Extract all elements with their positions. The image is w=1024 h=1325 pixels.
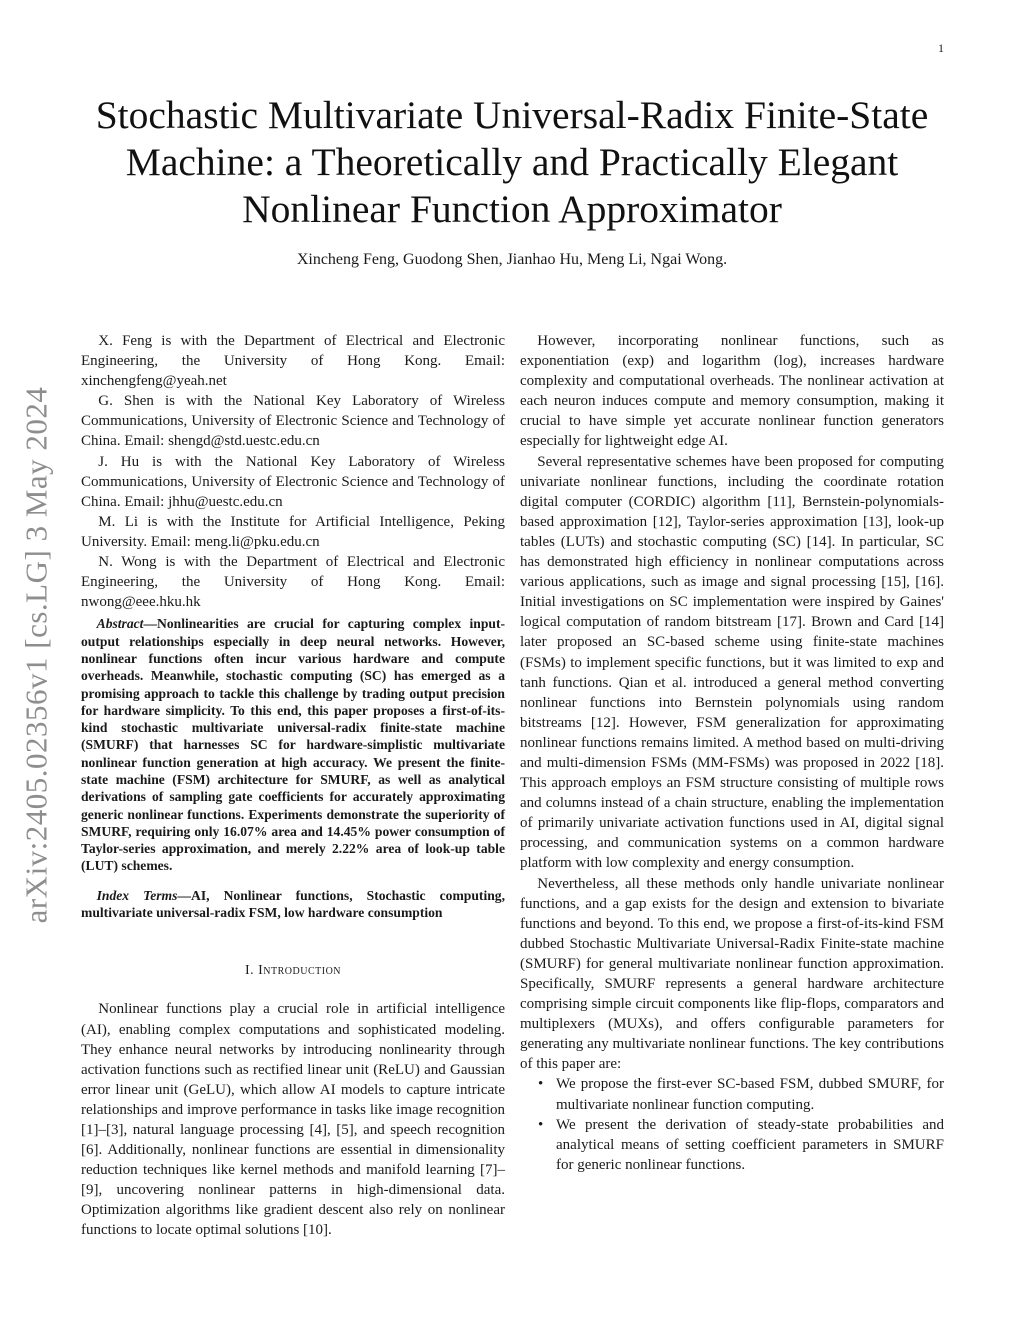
arxiv-identifier[interactable]: arXiv:2405.02356v1 [cs.LG] 3 May 2024	[18, 386, 54, 924]
affiliation-item: M. Li is with the Institute for Artificial Intelligence, Peking University. Email: meng.li@pku.edu.cn	[81, 513, 505, 550]
index-terms-label: Index Terms	[96, 887, 178, 903]
author-list: Xincheng Feng, Guodong Shen, Jianhao Hu, Meng Li, Ngai Wong.	[296, 251, 728, 268]
affiliation-item: N. Wong is with the Department of Electrical and Electronic Engineering, the University of Hong Kong. Email: nwong@eee.hku.hk	[81, 554, 505, 611]
abstract-label: Abstract	[96, 616, 144, 632]
body-paragraph: However, incorporating nonlinear functions, such as exponentiation (exp) and logarithm (log), increases hardware complexity and computational overheads. The nonlinear activation at each neuron induces compute and memory consumption, making it crucial to have simple yet accurate nonlinear function generators especially for lightweight edge AI.	[520, 333, 944, 450]
body-paragraph: Several representative schemes have been proposed for computing univariate nonlinear functions, including the coordinate rotation digital computer (CORDIC) algorithm [11], Bernstein-polynomials-based approximation [12], Taylor-series approximation [13], look-up tables (LUTs) and stochastic computing (SC) [14]. In particular, SC has demonstrated high efficiency in nonlinear computations across various applications, such as image and signal processing [15], [16]. Initial investigations on SC implementation were inspired by Gaines' logical computation of random bitstream [17]. Brown and Card [14] later proposed an SC-based scheme using finite-state machines (FSMs) to implement specific functions, but it was limited to exp and tanh functions. Qian et al. introduced a general method converting nonlinear functions into Bernstein polynomials using random bitstreams [12]. However, FSM generalization for approximating nonlinear functions remains limited. A method based on multi-driving and multi-dimension FSMs (MM-FSMs) was proposed in 2022 [18]. This approach employs an FSM structure consisting of multiple rows and columns instead of a chain structure, enabling the implementation of primarily univariate activation functions used in AI, digital signal processing, and communication systems on a common hardware platform with low complexity and energy consumption.	[520, 453, 944, 872]
contribution-item: • We propose the first-ever SC-based FSM, dubbed SMURF, for multivariate nonlinear function computing.	[556, 1074, 944, 1114]
contribution-item: • We present the derivation of steady-state probabilities and analytical means of setting coefficient parameters in SMURF for generic nonlinear functions.	[556, 1115, 944, 1175]
index-terms-text: —AI, Nonlinear functions, Stochastic computing, multivariate universal-radix FSM, low hardware consumption	[81, 887, 505, 921]
arxiv-side-stamp	[14, 350, 59, 960]
abstract	[81, 615, 505, 874]
left-column	[81, 331, 505, 1241]
title-block	[60, 92, 964, 269]
index-terms	[81, 887, 505, 922]
contributions-list	[520, 1074, 944, 1174]
section-heading-introduction: I. Introduction	[244, 963, 342, 979]
body-paragraph: Nevertheless, all these methods only handle univariate nonlinear functions, and a gap exists for the design and extension to bivariate functions and beyond. To this end, we propose a first-of-its-kind FSM dubbed Stochastic Multivariate Universal-Radix Finite-state machine (SMURF) for general multivariate nonlinear function approximation. Specifically, SMURF represents a general hardware architecture comprising simple circuit components like flip-flops, comparators and multiplexers (MUXs), and offers configurable parameters for generating any multivariate nonlinear functions. The key contributions of this paper are:	[520, 875, 944, 1073]
affiliation-item: X. Feng is with the Department of Electrical and Electronic Engineering, the University of Hong Kong. Email: xinchengfeng@yeah.net	[81, 333, 505, 390]
affiliation-item: J. Hu is with the National Key Laboratory of Wireless Communications, University of Electronic Science and Technology of China. Email: jhhu@uestc.edu.cn	[81, 453, 505, 510]
affiliations	[81, 331, 505, 612]
right-column	[520, 331, 944, 1175]
affiliation-item: G. Shen is with the National Key Laboratory of Wireless Communications, University of Electronic Science and Technology of China. Email: shengd@std.uestc.edu.cn	[81, 393, 505, 450]
paper-title: Stochastic Multivariate Universal-Radix Finite-State Machine: a Theoretically and Practically Elegant Nonlinear Function Approximator	[95, 93, 929, 231]
intro-paragraph: Nonlinear functions play a crucial role in artificial intelligence (AI), enabling complex computations and sophisticated modeling. They enhance neural networks by introducing nonlinearity through activation functions such as rectified linear unit (ReLU) and Gaussian error linear unit (GeLU), which allow AI models to capture intricate relationships and improve performance in tasks like image recognition [1]–[3], natural language processing [4], [5], and speech recognition [6]. Additionally, nonlinear functions are essential in dimensionality reduction techniques like kernel methods and manifold learning [7]–[9], uncovering nonlinear patterns in high-dimensional data. Optimization algorithms like gradient descent also rely on nonlinear functions to locate optimal solutions [10].	[81, 1001, 505, 1239]
abstract-text: —Nonlinearities are crucial for capturing complex input-output relationships especially in deep neural networks. However, nonlinear functions often incur various hardware and compute overheads. Meanwhile, stochastic computing (SC) has emerged as a promising approach to tackle this challenge by trading output precision for hardware simplicity. To this end, this paper proposes a first-of-its-kind stochastic multivariate universal-radix finite-state machine (SMURF) that harnesses SC for hardware-simplistic multivariate nonlinear function generation at high accuracy. We present the finite-state machine (FSM) architecture for SMURF, as well as analytical derivations of sampling gate coefficients for accurately approximating generic nonlinear functions. Experiments demonstrate the superiority of SMURF, requiring only 16.07% area and 14.45% power consumption of Taylor-series approximation, and merely 2.22% area of look-up table (LUT) schemes.	[81, 616, 505, 874]
page-number: 1	[938, 41, 944, 55]
